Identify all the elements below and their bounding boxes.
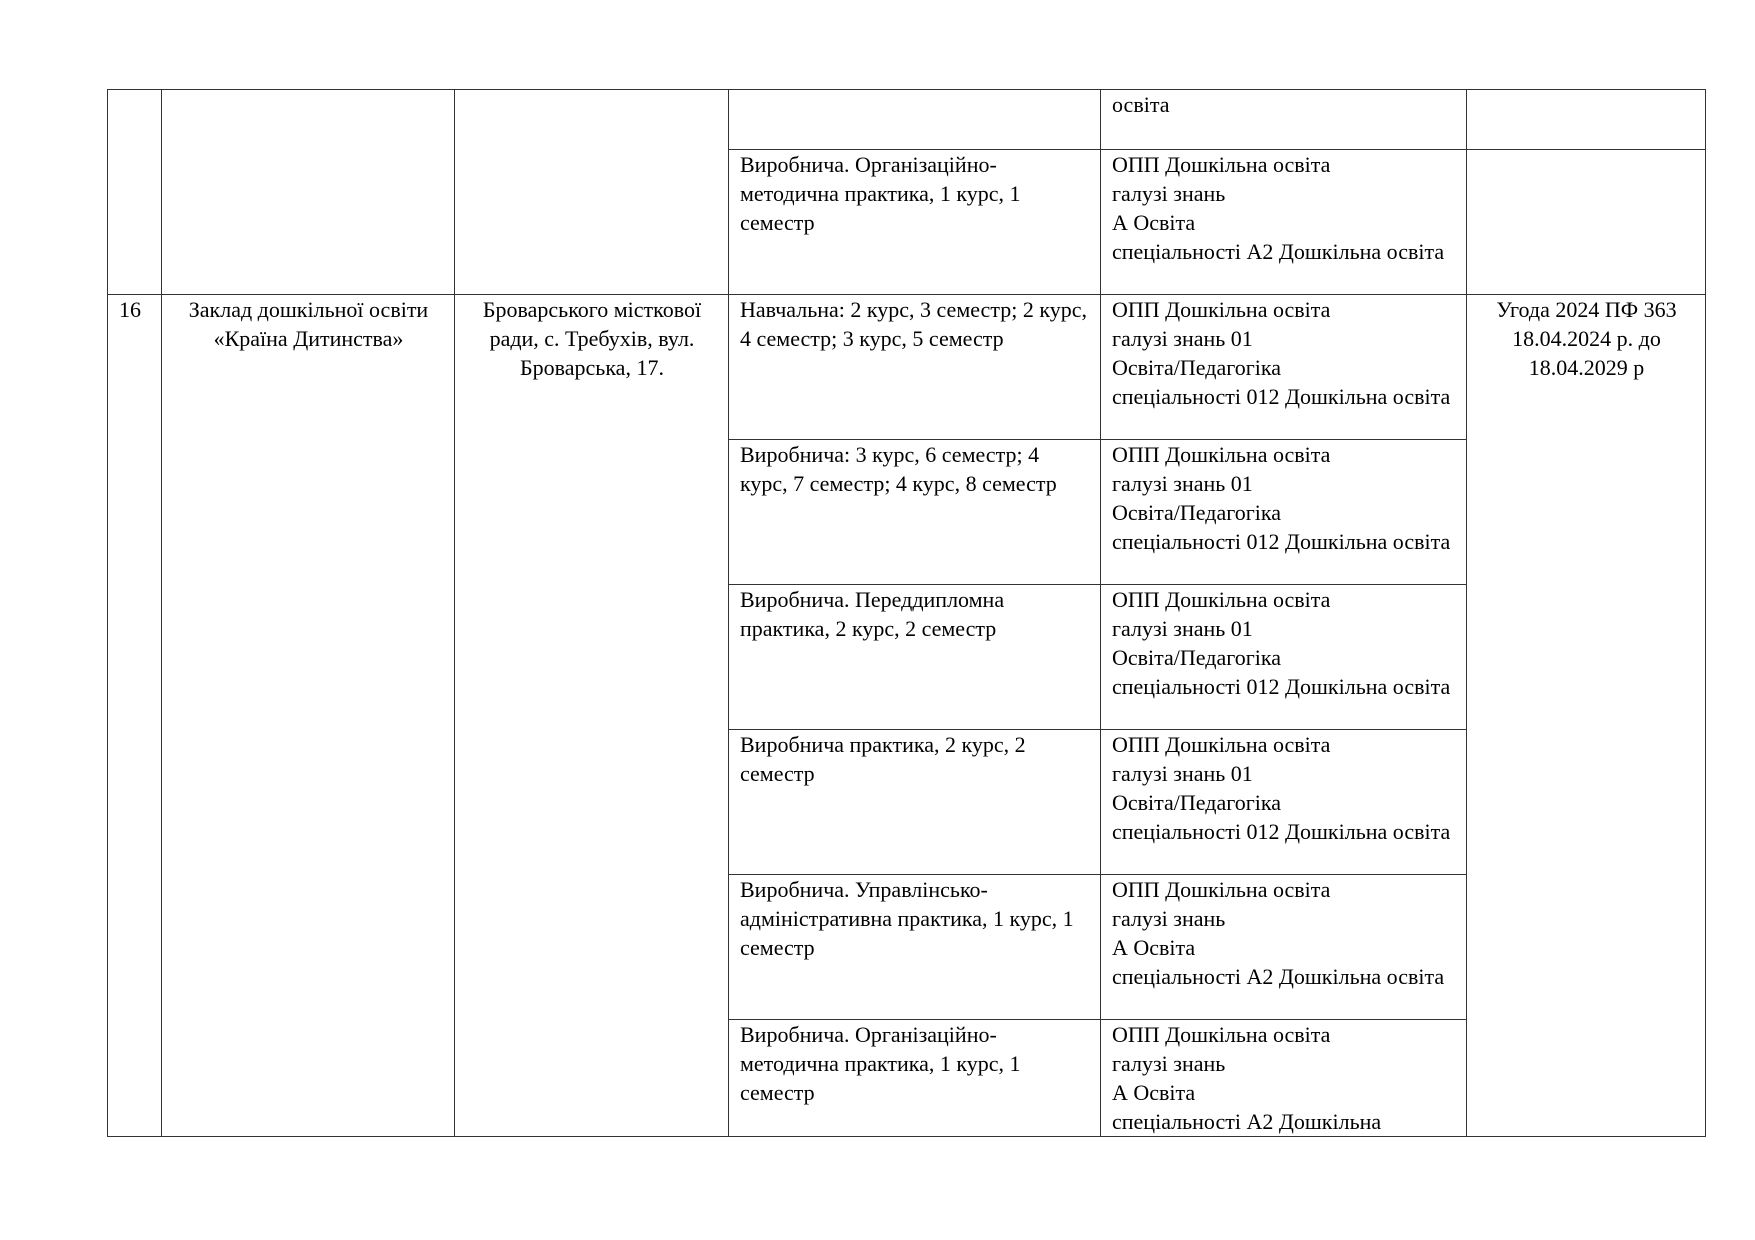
program-cell: ОПП Дошкільна освіта галузі знань 01 Освіта/Педагогіка спеціальності 012 Дошкільна освіта	[1101, 730, 1467, 875]
program-cell: ОПП Дошкільна освіта галузі знань 01 Освіта/Педагогіка спеціальності 012 Дошкільна освіта	[1101, 585, 1467, 730]
program-cell: ОПП Дошкільна освіта галузі знань А Освіта спеціальності А2 Дошкільна освіта	[1101, 875, 1467, 1020]
program-cell: освіта	[1101, 90, 1467, 150]
number-cell	[108, 90, 162, 295]
program-cell: ОПП Дошкільна освіта галузі знань А Освіта спеціальності А2 Дошкільна освіта	[1101, 150, 1467, 295]
program-cell: ОПП Дошкільна освіта галузі знань А Освіта спеціальності А2 Дошкільна	[1101, 1020, 1467, 1137]
program-cell: ОПП Дошкільна освіта галузі знань 01 Освіта/Педагогіка спеціальності 012 Дошкільна освіта	[1101, 295, 1467, 440]
institution-address: Броварського місткової ради, с. Требухів, вул. Броварська, 17.	[455, 295, 729, 1137]
address-cell	[455, 90, 729, 295]
practice-bases-table	[107, 89, 1706, 1137]
practice-cell	[729, 90, 1101, 150]
table-row	[108, 90, 1706, 150]
practice-cell: Навчальна: 2 курс, 3 семестр; 2 курс, 4 семестр; 3 курс, 5 семестр	[729, 295, 1101, 440]
agreement-cell	[1467, 90, 1706, 150]
program-cell: ОПП Дошкільна освіта галузі знань 01 Освіта/Педагогіка спеціальності 012 Дошкільна освіта	[1101, 440, 1467, 585]
entry-number: 16	[108, 295, 162, 1137]
agreement-cell	[1467, 150, 1706, 295]
practice-cell: Виробнича. Переддипломна практика, 2 курс, 2 семестр	[729, 585, 1101, 730]
practice-cell: Виробнича. Організаційно-методична практика, 1 курс, 1 семестр	[729, 150, 1101, 295]
practice-cell: Виробнича. Організаційно-методична практика, 1 курс, 1 семестр	[729, 1020, 1101, 1137]
practice-cell: Виробнича. Управлінсько-адміністративна практика, 1 курс, 1 семестр	[729, 875, 1101, 1020]
agreement-info: Угода 2024 ПФ 363 18.04.2024 р. до 18.04.2029 р	[1467, 295, 1706, 1137]
table-row	[108, 295, 1706, 440]
practice-cell: Виробнича: 3 курс, 6 семестр; 4 курс, 7 семестр; 4 курс, 8 семестр	[729, 440, 1101, 585]
institution-cell	[162, 90, 455, 295]
institution-name: Заклад дошкільної освіти «Країна Дитинства»	[162, 295, 455, 1137]
practice-cell: Виробнича практика, 2 курс, 2 семестр	[729, 730, 1101, 875]
